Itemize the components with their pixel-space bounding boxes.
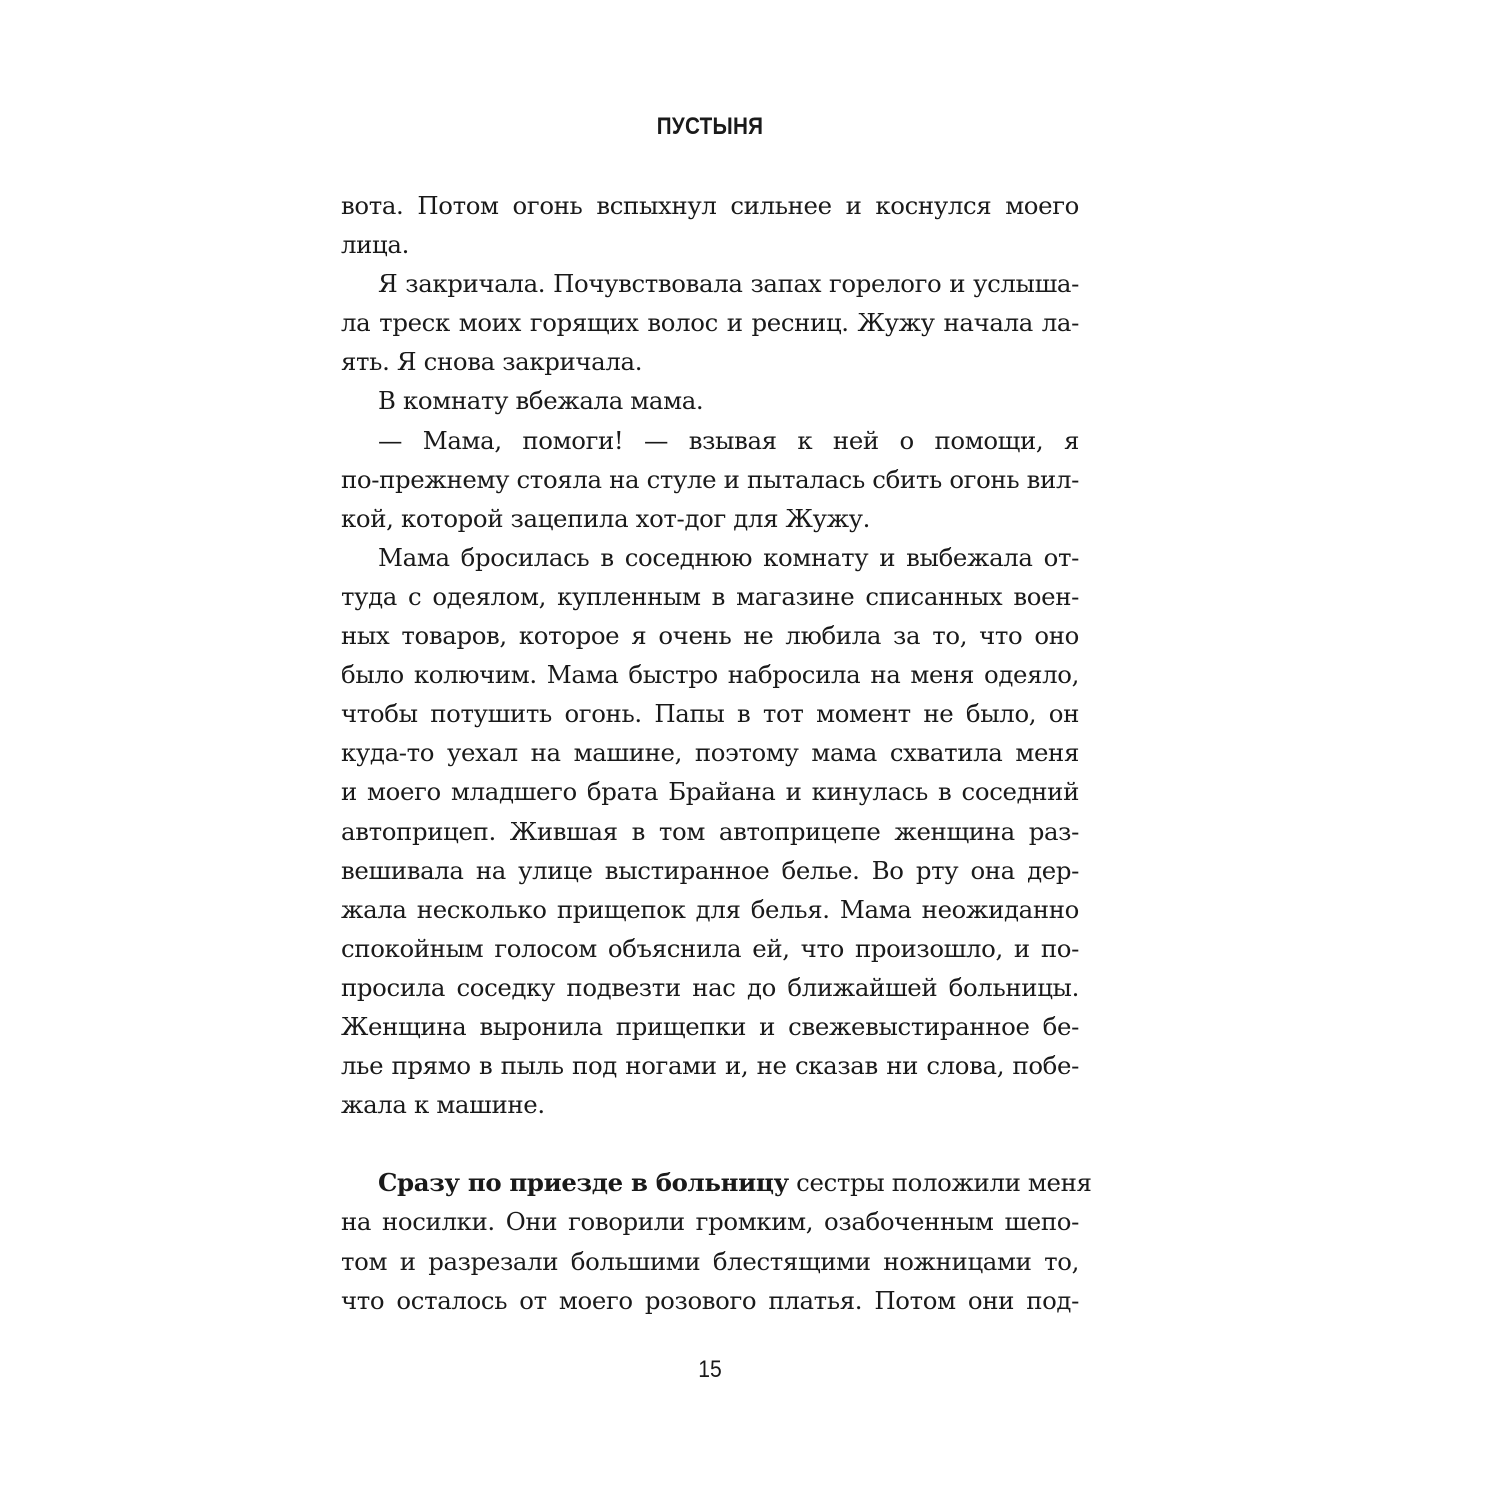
running-head: ПУСТЫНЯ [656, 113, 764, 140]
page-number: 15 [698, 1356, 722, 1383]
text-line: что осталось от моего розового платья. Потом они под- [341, 1285, 1079, 1315]
section-break [341, 1124, 1079, 1163]
text-line: по-прежнему стояла на стуле и пыталась сбить огонь вил- [341, 464, 1079, 494]
body-text [341, 186, 1092, 1320]
text-line: было колючим. Мама быстро набросила на меня одеяло, [341, 660, 1079, 690]
text-line: лье прямо в пыль под ногами и, не сказав ни слова, побе- [341, 1051, 1079, 1081]
text-line: ять. Я снова закричала. [341, 347, 643, 377]
text-line [341, 1163, 1092, 1202]
text-line: вешивала на улице выстиранное белье. Во рту она дер- [341, 855, 1079, 885]
text-line: вота. Потом огонь вспыхнул сильнее и коснулся моего [341, 191, 1079, 220]
text-line: жала несколько прищепок для белья. Мама неожиданно [341, 894, 1079, 924]
text-line: туда с одеялом, купленным в магазине списанных воен- [341, 581, 1079, 611]
text-line: В комнату вбежала мама. [378, 386, 704, 416]
text-line: ла треск моих горящих волос и ресниц. Жужу начала ла- [341, 308, 1079, 338]
text-line: жала к машине. [341, 1090, 545, 1120]
text-line-rest: сестры положили меня [796, 1168, 1092, 1198]
text-line: просила соседку подвезти нас до ближайшей больницы. [341, 972, 1079, 1002]
text-line: куда-то уехал на машине, поэтому мама схватила меня [341, 738, 1079, 768]
run-in-heading: Сразу по приезде в больницу [378, 1168, 789, 1198]
text-line: Мама бросилась в соседнюю комнату и выбежала от- [378, 542, 1079, 572]
text-line: том и разрезали большими блестящими ножницами то, [341, 1246, 1079, 1276]
text-line: на носилки. Они говорили громким, озабоченным шепо- [341, 1207, 1079, 1237]
text-line: ных товаров, которое я очень не любила за то, что оно [341, 621, 1079, 651]
text-line: Я закричала. Почувствовала запах горелого и услыша- [378, 269, 1079, 299]
text-line: лица. [341, 230, 409, 260]
text-line: чтобы потушить огонь. Папы в тот момент не было, он [341, 699, 1079, 729]
text-line: автоприцеп. Жившая в том автоприцепе женщина раз- [341, 816, 1079, 846]
text-line: Женщина выронила прищепки и свежевыстиранное бе- [341, 1011, 1079, 1041]
text-line: — Мама, помоги! — взывая к ней о помощи, я [378, 425, 1079, 455]
text-line: кой, которой зацепила хот-дог для Жужу. [341, 503, 871, 533]
text-line: спокойным голосом объяснила ей, что произошло, и по- [341, 933, 1079, 963]
text-line: и моего младшего брата Брайана и кинулась в соседний [341, 777, 1079, 807]
